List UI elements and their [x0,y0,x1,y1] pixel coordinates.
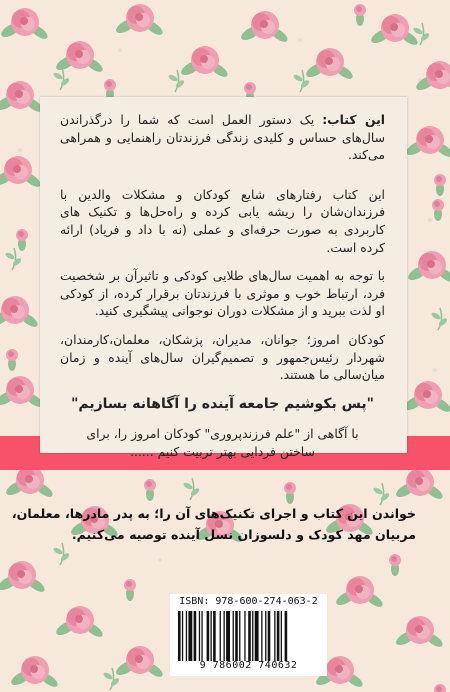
closing-line-1: با آگاهی از "علم فرزندپروری" کودکان امروز را، برای [86,426,359,442]
intro-paragraph [60,111,385,164]
paragraph-future: کودکان امروز؛ جوانان، مدیران، پزشکان، معلمان،کارمندان، شهردار رئیس‌جمهور و تصمیم‌گیران سال‌های آینده و زمان میان‌سالی ما هستند. [60,331,385,383]
recommendation-text [11,503,416,545]
closing-line-2: ساختن فردایی بهتر تربیت کنیم ...... [130,443,315,459]
blurb-text [40,97,407,461]
barcode-box [170,594,327,676]
isbn-label: ISBN: 978-600-274-063-2 [179,596,318,607]
intro-label: این کتاب: [322,112,385,127]
paragraph-golden-years: با توجه به اهمیت سال‌های طلایی کودکی و تاثیرآن بر شخصیت فرد، ارتباط خوب و موثری با فرزندتان برقرار کرده، از کودکی او لذت ببرید و از مشکلات دوران نوجوانی پیشگیری کنید. [60,268,385,319]
barcode-digits: 9 786002 740632 [199,660,298,671]
slogan: "پس بکوشیم جامعه آینده را آگاهانه بسازیم" [71,395,374,412]
barcode-icon [178,611,319,661]
recommendation-line-1: خواندن این کتاب و اجرای تکنیک‌های آن را؛ به پدر مادرها، معلمان، [11,506,416,521]
recommendation-line-2: مربیان مهد کودک و دلسوزان نسل آینده توصیه می‌کنیم. [71,527,416,542]
paragraph-problems: این کتاب رفتارهای شایع کودکان و مشکلات والدین با فرزندان‌شان را ریشه یابی کرده و راه‌حل‌ها و تکنیک های کاربردی به صورت حرفه‌ای و عملی (نه با داد و فریاد) ارائه کرده است. [60,186,385,255]
blurb-panel [40,97,407,459]
intro-text: یک دستور العمل است که شما را درگذراندن سال‌های حساس و کلیدی زندگی فرزندتان راهنمایی و همراهی می‌کند. [60,112,385,163]
